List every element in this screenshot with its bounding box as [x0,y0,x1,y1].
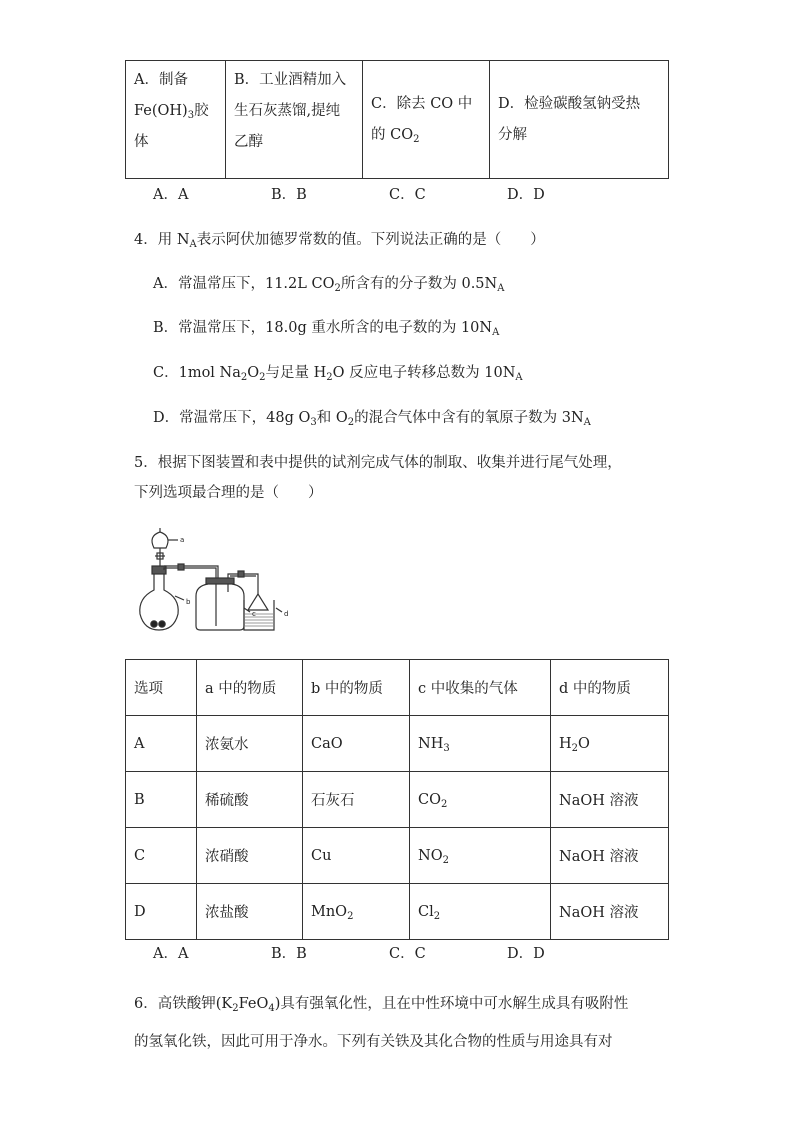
option-c-line2: 的 CO [371,126,414,143]
options-table [125,60,669,179]
q4-a-mid: 所含有的分子数为 0.5N [340,276,498,292]
table-row [126,716,669,772]
row-option: D [126,884,197,940]
q4-c-sub1: 2 [240,372,248,383]
apparatus-diagram [134,528,304,634]
q4-d-pre: D．常温常压下，48g O [153,410,311,426]
q4-c-mid2: 与足量 H [265,365,327,381]
q3-choice-a[interactable]: A．A [153,187,189,203]
funnel-body [152,532,168,548]
option-a-text: A．制备 [134,72,188,88]
option-b-line2: 生石灰蒸馏,提纯 [234,103,341,119]
q4-b-pre: B．常温常压下，18.0g 重水所含的电子数的为 10N [153,320,493,336]
row-b: Cu [303,828,410,884]
header-cell: d 中的物质 [551,660,669,716]
q4-c-mid1: O [247,365,260,381]
flask [140,574,178,630]
q4-d-sub3: A [583,417,591,428]
row-b: 石灰石 [303,772,410,828]
q5-choice-a[interactable]: A．A [153,946,189,962]
q6-stem-line1 [134,990,628,1018]
q4-c-sub3: 2 [326,372,333,383]
table-row [126,828,669,884]
beaker [244,600,274,630]
header-cell: a 中的物质 [197,660,303,716]
option-a-post: 胶 [194,103,209,119]
row-a: 浓硝酸 [197,828,303,884]
option-b-cell [226,61,363,179]
table-row [126,884,669,940]
row-a: 稀硫酸 [197,772,303,828]
row-d: $H_2O$ [551,716,669,772]
header-cell: 选项 [126,660,197,716]
option-a-formula: Fe(OH) [134,103,188,119]
option-d-line1: D．检验碳酸氢钠受热 [498,95,641,112]
option-a-sub: 3 [187,110,195,121]
q4-a-pre: A．常温常压下，11.2L CO [153,276,335,292]
q4-option-a[interactable] [153,270,504,298]
q4-c-pre: C．1mol Na [153,365,241,381]
option-a-cell [126,61,226,179]
q3-choices [153,181,653,209]
label-b: b [186,598,191,606]
q5-stem-line1: 5．根据下图装置和表中提供的试剂完成气体的制取、收集并进行尾气处理， [134,455,622,471]
table-row [126,772,669,828]
q4-d-sub2: 2 [347,417,355,428]
q6-l1-sub1: 2 [232,1003,239,1014]
row-d: NaOH 溶液 [551,884,669,940]
q4-stem-sub: A [189,239,197,250]
q3-choice-c[interactable]: C．C [389,187,426,203]
q4-c-sub4: A [515,372,523,383]
option-d-line2: 分解 [498,126,527,143]
q5-choice-b[interactable]: B．B [271,946,307,962]
header-cell: b 中的物质 [303,660,410,716]
option-d-cell [490,61,669,179]
q4-stem-pre: 4．用 N [134,232,190,248]
bottle-stopper [206,578,234,584]
q4-option-c[interactable] [153,359,523,387]
q4-d-mid2: 的混合气体中含有的氧原子数为 3N [354,410,584,426]
q4-stem [134,226,545,254]
row-a: 浓盐酸 [197,884,303,940]
q4-a-sub2: A [497,283,505,294]
option-b-line1: B．工业酒精加入 [234,72,347,88]
q3-choice-b[interactable]: B．B [271,187,307,203]
option-a-line3: 体 [134,134,149,150]
option-c-cell [363,61,490,179]
label-d: d [284,610,289,618]
q6-l1-post: )具有强氧化性，且在中性环境中可水解生成具有吸附性 [274,996,629,1012]
flask-solid [151,621,157,627]
table-header-row [126,660,669,716]
row-option: B [126,772,197,828]
q4-option-b[interactable] [153,314,499,342]
collecting-bottle [196,584,244,630]
row-option: A [126,716,197,772]
label-a: a [180,536,185,544]
q3-choice-d[interactable]: D．D [507,187,545,203]
header-cell: c 中收集的气体 [410,660,551,716]
row-c: $CO_2$ [410,772,551,828]
q5-choice-d[interactable]: D．D [507,946,545,962]
q6-stem-line2: 的氢氧化铁，因此可用于净水。下列有关铁及其化合物的性质与用途具有对 [134,1034,613,1050]
q4-d-sub1: 3 [310,417,317,428]
row-d: NaOH 溶液 [551,772,669,828]
q4-d-mid1: 和 O [316,410,348,426]
reagent-table [125,659,669,940]
q4-b-sub: A [492,327,500,338]
q4-stem-post: 表示阿伏加德罗常数的值。下列说法正确的是（ ） [196,232,545,248]
q4-a-sub1: 2 [334,283,341,294]
option-c-line1: C．除去 CO 中 [371,95,473,112]
q4-option-d[interactable] [153,404,591,432]
row-c: $Cl_2$ [410,884,551,940]
q6-l1-pre: 6．高铁酸钾(K [134,996,233,1012]
row-b: CaO [303,716,410,772]
row-c: $NH_3$ [410,716,551,772]
row-b: MnO$_2$ [303,884,410,940]
row-a: 浓氨水 [197,716,303,772]
row-c: $NO_2$ [410,828,551,884]
inverted-funnel [248,594,268,610]
option-c-sub: 2 [413,133,420,145]
row-d: NaOH 溶液 [551,828,669,884]
q5-choices [153,940,653,968]
q4-c-mid3: O 反应电子转移总数为 10N [332,365,516,381]
q4-c-sub2: 2 [259,372,266,383]
q6-l1-sub2: 4 [268,1003,275,1014]
q5-stem-line2: 下列选项最合理的是（ ） [134,485,323,501]
row-option: C [126,828,197,884]
label-c: c [252,610,256,618]
option-b-line3: 乙醇 [234,134,263,150]
q6-l1-mid: FeO [238,996,269,1012]
q5-choice-c[interactable]: C．C [389,946,426,962]
